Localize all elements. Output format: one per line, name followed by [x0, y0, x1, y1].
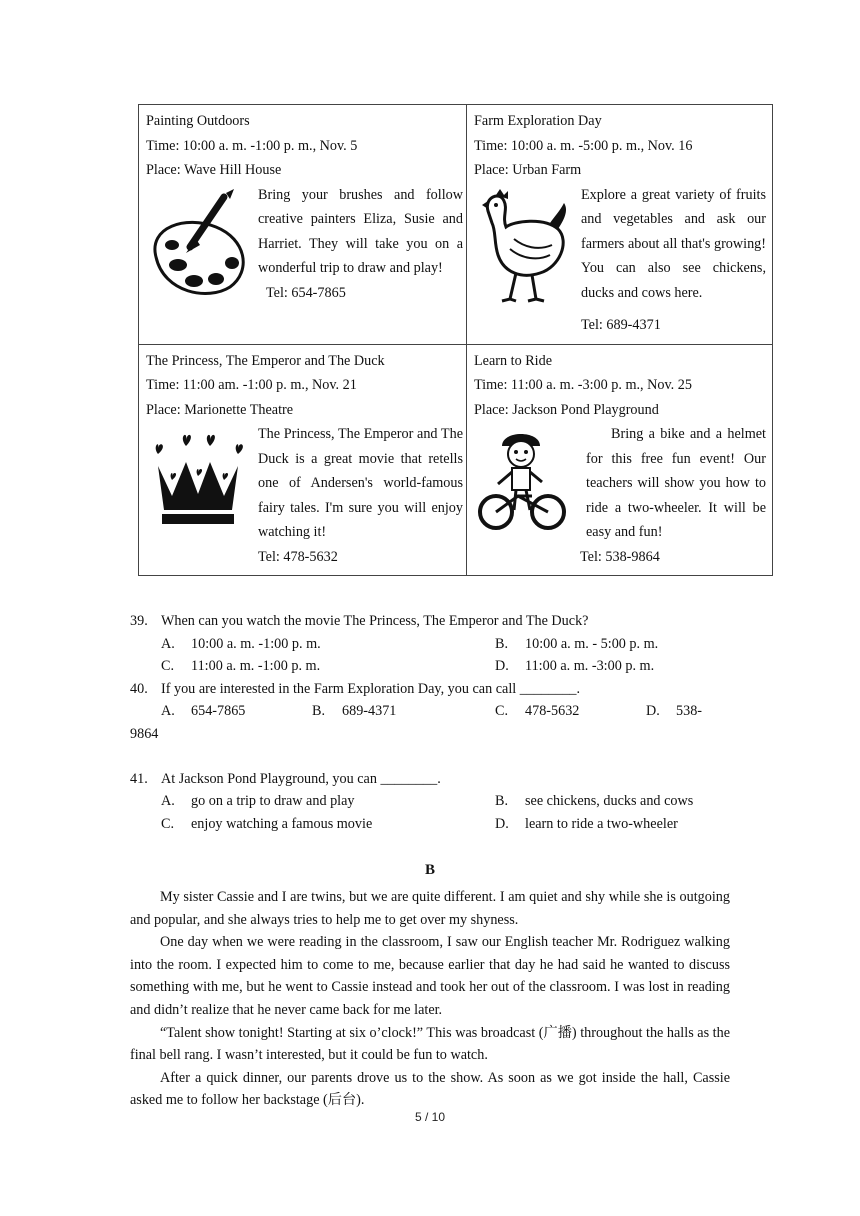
option-d: D. learn to ride a two-wheeler [495, 815, 678, 832]
option-b: B. see chickens, ducks and cows [495, 793, 694, 809]
page-number: 5 / 10 [414, 1110, 446, 1124]
event-time: Time: 11:00 a. m. -3:00 p. m., Nov. 25 [474, 377, 692, 393]
events-table [138, 104, 773, 576]
question-text: At Jackson Pond Playground, you can ________. [161, 770, 441, 787]
crown-icon [146, 426, 258, 539]
reading-passage [130, 886, 730, 1112]
event-time: Time: 11:00 am. -1:00 p. m., Nov. 21 [146, 377, 357, 393]
option-b: B. 689-4371 [312, 703, 397, 719]
option-b: B. 10:00 a. m. - 5:00 p. m. [495, 635, 659, 652]
event-learn-to-ride [467, 344, 773, 576]
palette-brush-icon [146, 187, 258, 308]
option-c: C. 478-5632 [495, 703, 580, 719]
option-d: D. 11:00 a. m. -3:00 p. m. [495, 658, 655, 674]
event-place: Place: Marionette Theatre [146, 401, 294, 418]
section-heading: B [424, 862, 435, 878]
option-a: A. go on a trip to draw and play [161, 793, 355, 809]
paragraph: One day when we were reading in the classroom, I saw our English teacher Mr. Rodriguez walking into the room. I expected him to come to me, because earlier that day he had said he wanted to discuss something with me, but he went to Cassie instead and took her out of the classroom. I was lost in reading and didn’t realize that he never came back for me later. [130, 934, 730, 1018]
event-title: The Princess, The Emperor and The Duck [146, 352, 385, 369]
event-title: Farm Exploration Day [474, 113, 602, 129]
event-painting-outdoors [139, 105, 467, 345]
option-c: C. 11:00 a. m. -1:00 p. m. [161, 658, 321, 674]
question-40 [130, 678, 730, 701]
event-tel: Tel: 689-4371 [581, 317, 661, 333]
question-41 [130, 768, 730, 791]
event-title: Painting Outdoors [146, 113, 250, 129]
paragraph: My sister Cassie and I are twins, but we are quite different. I am quiet and shy while she is outgoing and popular, and she always tries to help me to get over my shyness. [130, 889, 730, 928]
event-time: Time: 10:00 a. m. -5:00 p. m., Nov. 16 [474, 137, 693, 154]
option-d: D. 538- [646, 703, 703, 719]
event-princess-emperor-duck [139, 344, 467, 576]
option-a: A. 10:00 a. m. -1:00 p. m. [161, 635, 321, 652]
event-title: Learn to Ride [474, 352, 553, 369]
option-c: C. enjoy watching a famous movie [161, 815, 373, 832]
question-text: When can you watch the movie The Princess, The Emperor and The Duck? [161, 613, 589, 629]
event-tel: Tel: 538-9864 [580, 548, 660, 565]
chicken-icon [474, 187, 581, 314]
question-number: 41. [130, 770, 148, 787]
option-a: A. 654-7865 [161, 703, 246, 719]
event-tel: Tel: 654-7865 [266, 284, 346, 301]
event-place: Place: Jackson Pond Playground [474, 401, 659, 418]
event-tel: Tel: 478-5632 [258, 548, 338, 565]
event-farm-exploration-day [467, 105, 773, 345]
question-number: 39. [130, 613, 148, 629]
event-description: Bring a bike and a helmet for this free fun event! Our teachers will show you how to ride a two-wheeler. It will be easy and fun! [586, 426, 766, 540]
event-description: Bring your brushes and follow creative painters Eliza, Susie and Harriet. They will take you on a wonderful trip to draw and play! [258, 186, 463, 276]
event-place: Place: Urban Farm [474, 162, 582, 178]
question-39 [130, 610, 730, 633]
paragraph: After a quick dinner, our parents drove us to the show. As soon as we got inside the hall, Cassie asked me to follow her backstage (后台). [130, 1069, 730, 1109]
option-d-wrap: 9864 [130, 725, 159, 742]
event-time: Time: 10:00 a. m. -1:00 p. m., Nov. 5 [146, 137, 358, 154]
paragraph: “Talent show tonight! Starting at six o’clock!” This was broadcast (广播) throughout the halls as the final bell rang. I wasn’t interested, but it could be fun to watch. [130, 1024, 730, 1064]
questions [130, 610, 730, 835]
boy-with-bike-icon [474, 426, 586, 547]
event-place: Place: Wave Hill House [146, 162, 282, 178]
event-description: The Princess, The Emperor and The Duck is a great movie that retells one of Andersen's world-famous fairy tales. I'm sure you will enjoy watching it! [258, 426, 463, 540]
question-number: 40. [130, 680, 148, 697]
event-description: Explore a great variety of fruits and vegetables and ask our farmers about all that's growing! You can also see chickens, ducks and cows here. [581, 186, 766, 301]
question-text: If you are interested in the Farm Exploration Day, you can call ________. [161, 680, 581, 697]
